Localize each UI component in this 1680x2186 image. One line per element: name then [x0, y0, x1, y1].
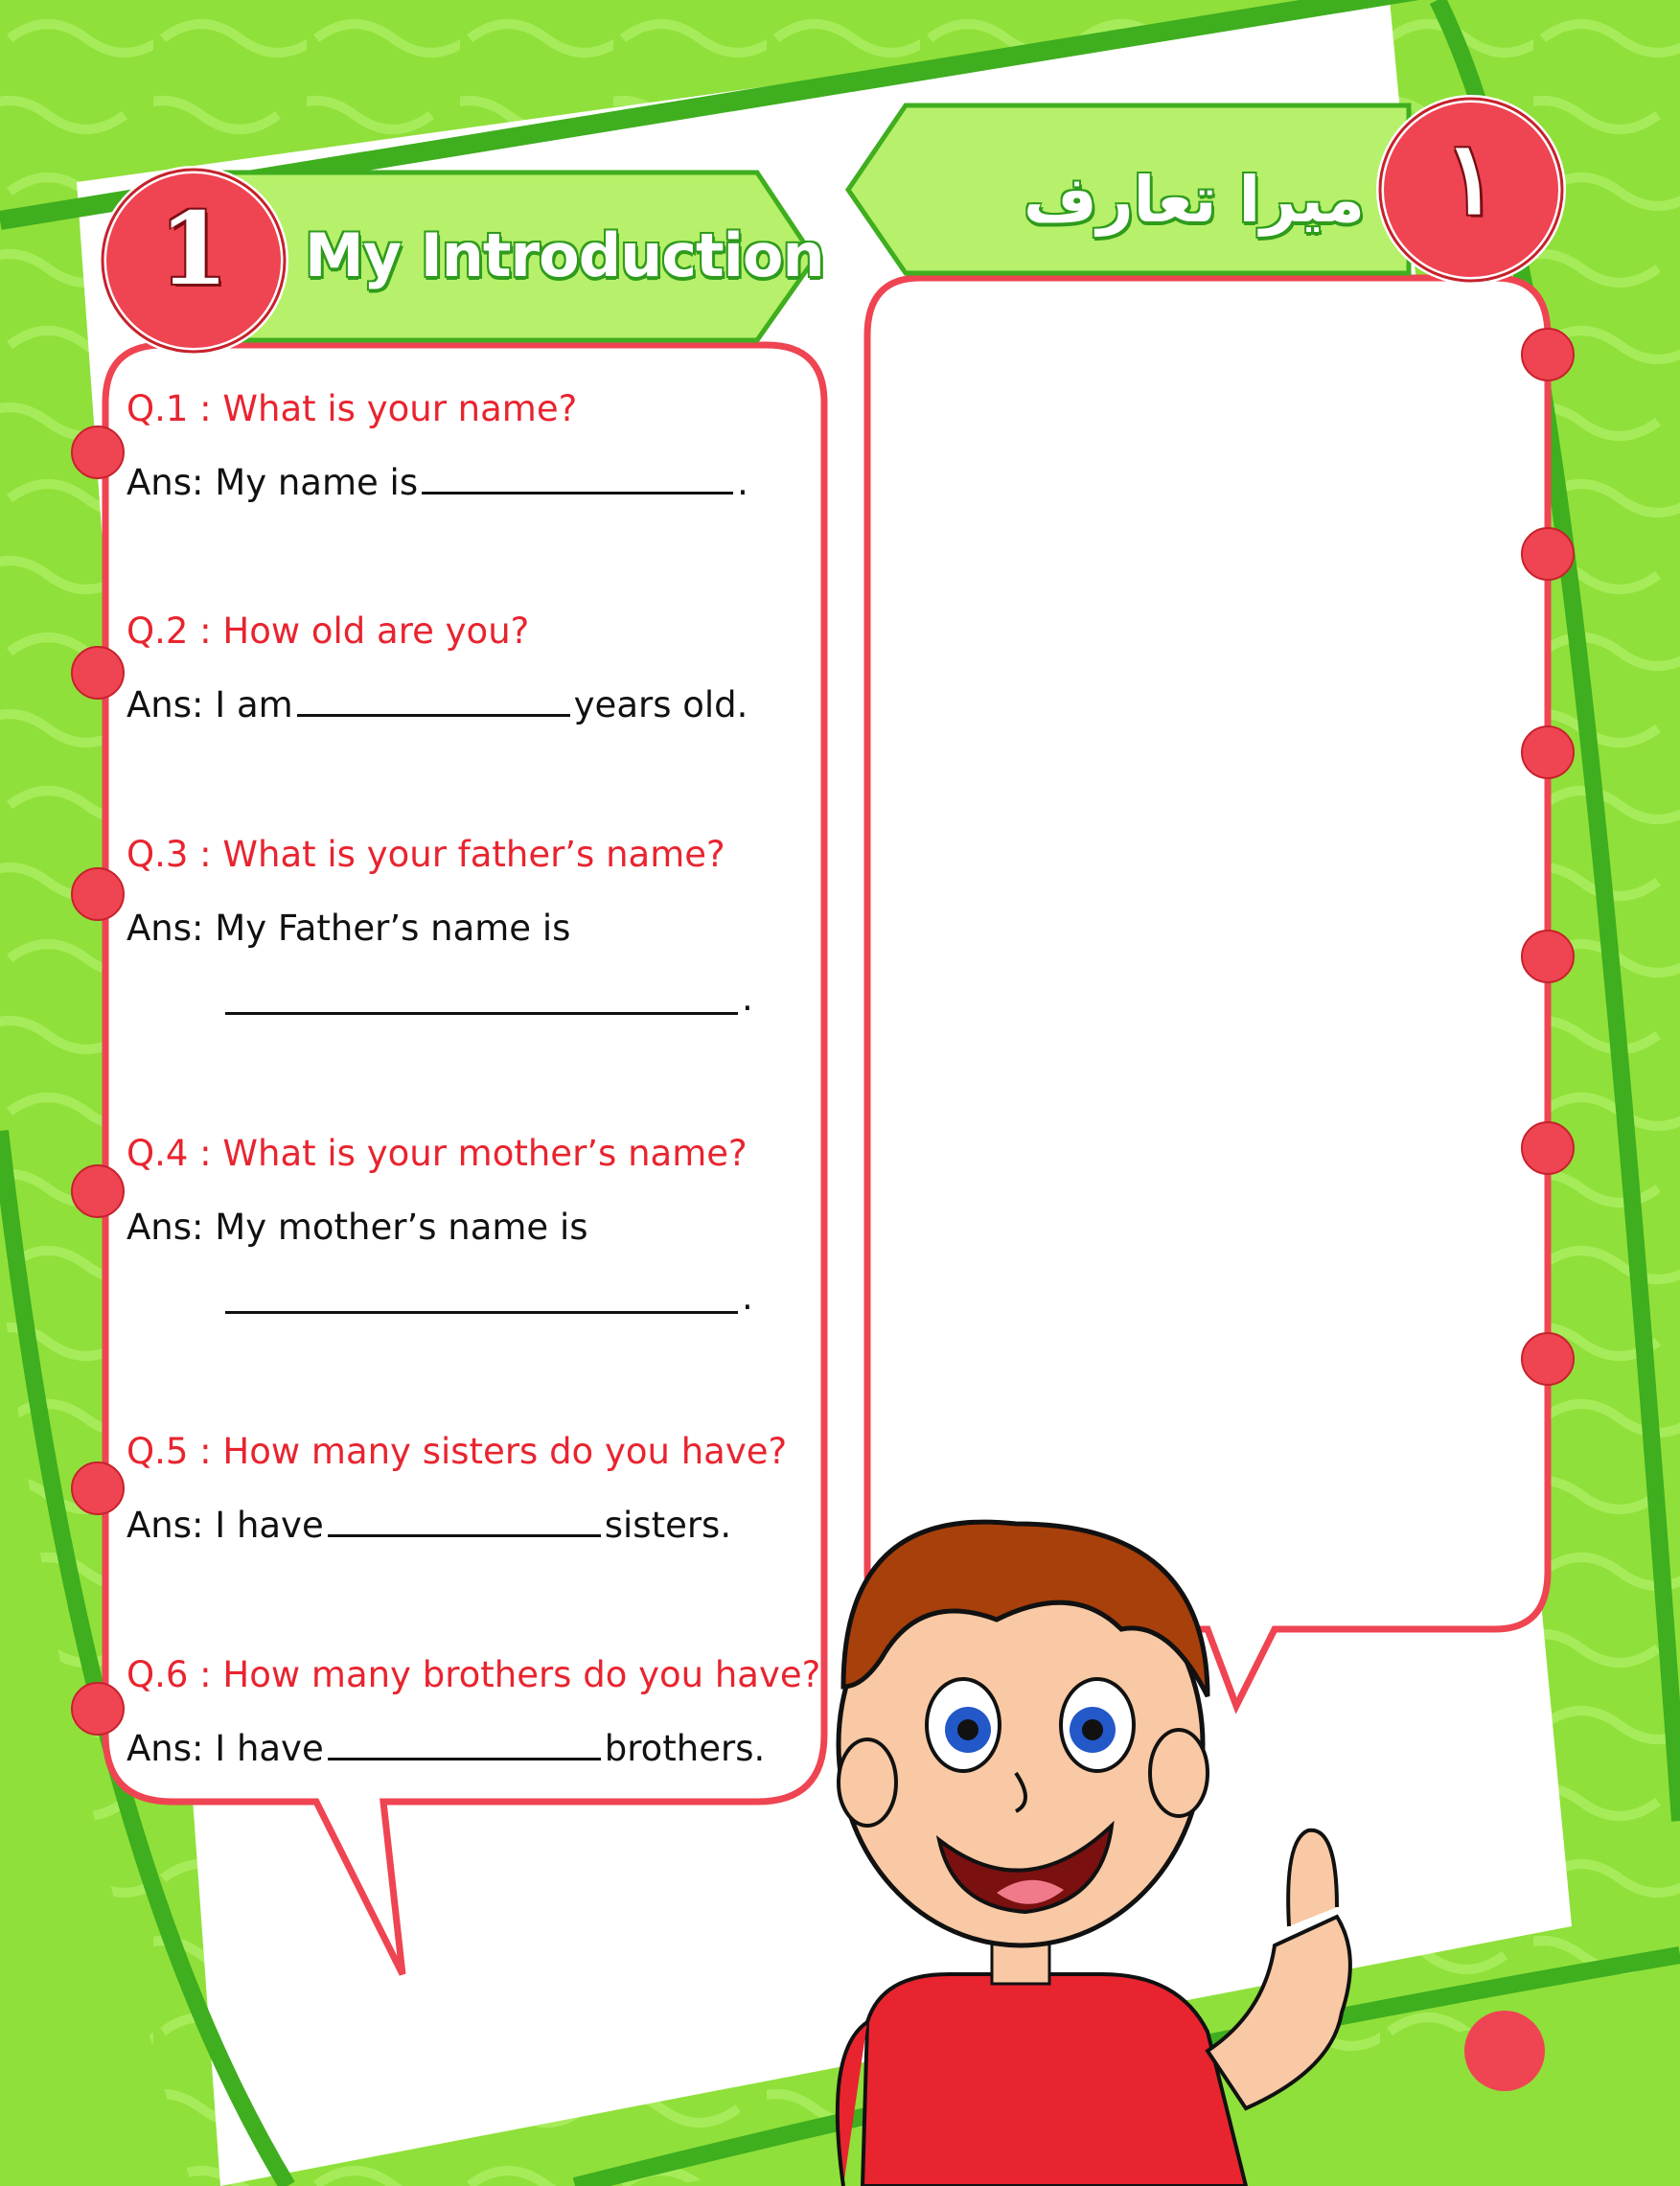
- answer-blank[interactable]: [225, 1310, 738, 1314]
- english-answer-2: Ans: I am years old.: [127, 684, 748, 725]
- english-title: My Introduction: [305, 220, 824, 290]
- english-answer-4: Ans: My mother’s name is: [127, 1207, 588, 1248]
- english-question-1: Q.1 : What is your name?: [127, 388, 578, 429]
- english-answer-5: Ans: I have sisters.: [127, 1505, 732, 1546]
- answer-end-dot: .: [742, 978, 753, 1019]
- english-answer-1: Ans: My name is .: [127, 462, 748, 503]
- english-question-4: Q.4 : What is your mother’s name?: [127, 1133, 748, 1174]
- english-section-number: 1: [158, 190, 229, 308]
- answer-blank[interactable]: [297, 713, 570, 717]
- answer-blank[interactable]: [225, 1011, 738, 1015]
- answer-blank[interactable]: [422, 491, 733, 495]
- english-answer-6: Ans: I have brothers.: [127, 1728, 766, 1769]
- answer-end-dot: .: [742, 1277, 753, 1318]
- urdu-title: میرا تعارف: [1024, 163, 1365, 237]
- english-question-5: Q.5 : How many sisters do you have?: [127, 1431, 788, 1472]
- english-question-6: Q.6 : How many brothers do you have?: [127, 1654, 821, 1695]
- answer-blank[interactable]: [328, 1757, 601, 1760]
- english-question-2: Q.2 : How old are you?: [127, 610, 530, 652]
- urdu-section-number: ١: [1444, 119, 1498, 237]
- english-question-3: Q.3 : What is your father’s name?: [127, 834, 725, 875]
- answer-blank[interactable]: [328, 1533, 601, 1537]
- english-answer-3: Ans: My Father’s name is: [127, 908, 571, 949]
